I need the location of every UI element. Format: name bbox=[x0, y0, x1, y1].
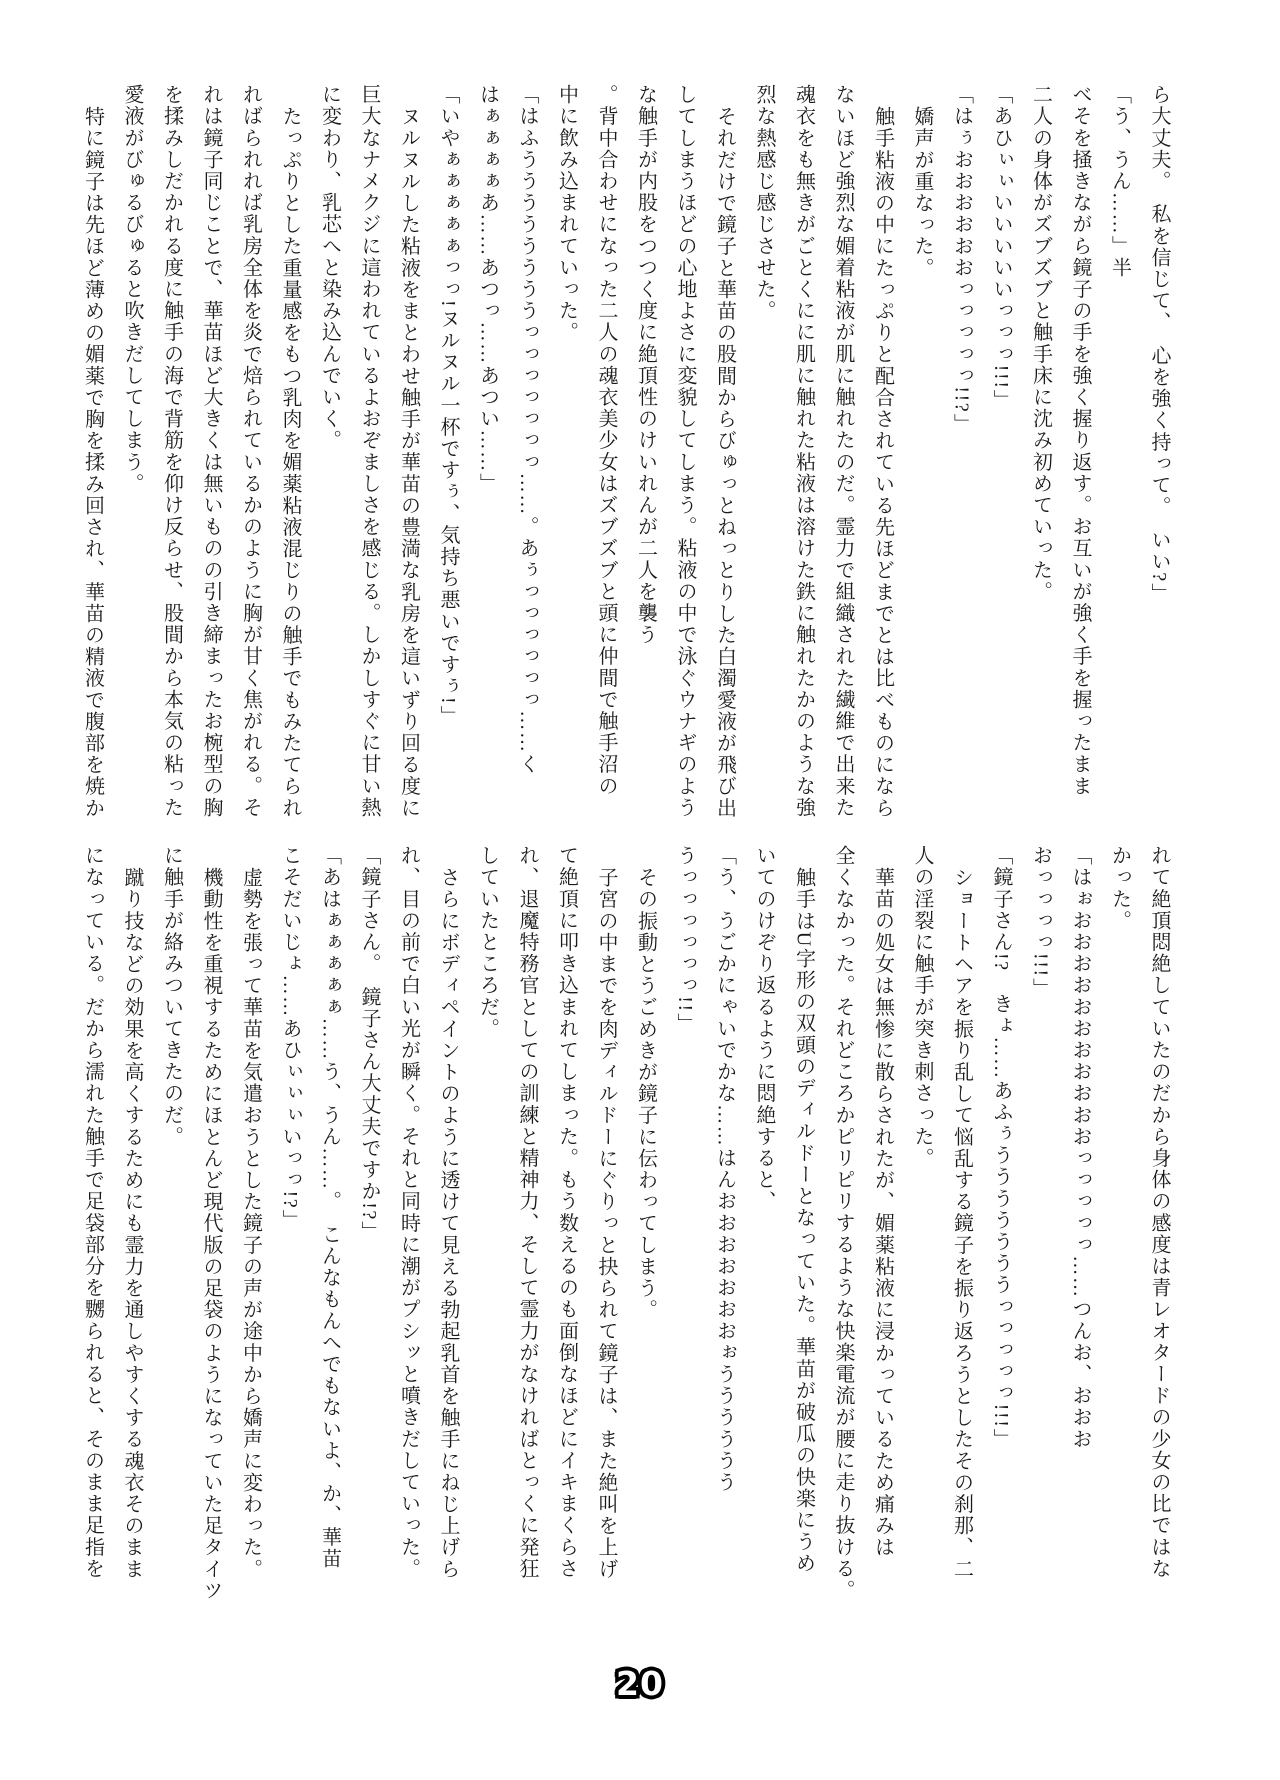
text-column: に触手が絡みついてきたのだ。 bbox=[160, 845, 183, 1148]
text-column: こそだいじょ……あひぃぃぃいっっ!?」 bbox=[279, 845, 301, 1231]
text-column: その振動とうごめきが鏡子に伝わってしまう。 bbox=[634, 866, 657, 1321]
text-column: ショートヘアを振り乱して悩乱する鏡子を振り返ろうとしたその刹那、二 bbox=[950, 866, 973, 1580]
text-column: 特に鏡子は先ほど薄めの媚薬で胸を揉み回され、華苗の精液で腹部を焼か bbox=[81, 105, 104, 819]
text-column: 二人の身体がズブズブと触手床に沈み初めていった。 bbox=[1029, 84, 1052, 603]
text-column: 「あはぁぁぁぁぁ……う、うん……。 こんなもんへでもないよ、か、華苗 bbox=[318, 845, 341, 1570]
text-column: 触手はU字形の双頭のディルドーとなっていた。華苗が破瓜の快楽にうめ bbox=[792, 866, 815, 1574]
text-column: おっっっっ!!!」 bbox=[1029, 845, 1052, 1000]
text-column: ヌルヌルした粘液をまとわせ触手が華苗の豊満な乳房を這いずり回る度に bbox=[397, 105, 420, 819]
text-column: 子宮の中までを肉ディルドーにぐりっと抉られて鏡子は、また絶叫を上げ bbox=[595, 866, 617, 1580]
text-column: になっている。だから濡れた触手で足袋部分を嬲られると、そのまま足指を bbox=[81, 845, 104, 1580]
text-column: べそを掻きながら鏡子の手を強く握り返す。お互いが強く手を握ったまま bbox=[1069, 84, 1091, 797]
text-column: 「う、うん……」半 bbox=[1108, 84, 1131, 279]
text-column: 烈な熱感じ感じさせた。 bbox=[753, 84, 775, 322]
text-column: いてのけぞり返るように悶絶すると、 bbox=[753, 845, 775, 1213]
text-column: を揉みしだかれる度に触手の海で背筋を仰け反らせ、股間から本気の粘った bbox=[160, 84, 183, 819]
text-column: 華苗の処女は無惨に散らされたが、媚薬粘液に浸かっているため痛みは bbox=[871, 866, 894, 1558]
text-column: れて絶頂悶絶していたのだから身体の感度は青レオタードの少女の比ではな bbox=[1148, 845, 1170, 1580]
text-column: 虚勢を張って華苗を気遣おうとした鏡子の声が途中から嬌声に変わった。 bbox=[239, 866, 262, 1580]
text-column: れ、目の前で白い光が瞬く。それと同時に潮がプシッと噴きだしていった。 bbox=[397, 845, 420, 1580]
text-column: れ、退魔特務官としての訓練と精神力、そして霊力がなければとっくに発狂 bbox=[516, 845, 538, 1580]
text-column: 「鏡子さん。 鏡子さん大丈夫ですか!?」 bbox=[358, 845, 380, 1243]
text-column: 「鏡子さん!? きょ……あふぅうううううううっっっっっ!!!」 bbox=[990, 845, 1012, 1451]
text-column: 「はぉおおおおおおおおおおおっっっっっ……つんお、おおお bbox=[1069, 845, 1091, 1450]
page-number: 20 bbox=[616, 1664, 664, 1703]
text-column: 魂衣をも無きがごとくにに肌に触れた粘液は溶けた鉄に触れたかのような強 bbox=[792, 84, 815, 819]
text-column: 「はふううううううううっっっっっっっ……。あぅっっっっっっ……く bbox=[516, 84, 538, 776]
text-column: 「あひぃぃいいいいいっっっ!!!」 bbox=[990, 84, 1012, 412]
bottom-text-block bbox=[72, 845, 1178, 1627]
text-column: に変わり、乳芯へと染み込んでいく。 bbox=[318, 84, 341, 452]
text-column: 中に飲み込まれていった。 bbox=[555, 84, 578, 344]
text-column: な触手が内股をつつく度に絶頂性のけいれんが二人を襲う bbox=[634, 84, 657, 646]
text-column: 愛液がびゅるびゅると吹きだしてしまう。 bbox=[121, 84, 143, 495]
text-column: れは鏡子同じことで、華苗ほど大きくは無いものの引き締まったお椀型の胸 bbox=[200, 84, 222, 819]
text-column: していたところだ。 bbox=[476, 845, 499, 1040]
text-column: 蹴り技などの効果を高くするためにも霊力を通しやすくする魂衣そのまま bbox=[121, 866, 143, 1580]
text-column: ないほど強烈な媚着粘液が肌に触れたのだ。霊力で組織された繊維で出来た bbox=[832, 84, 854, 819]
text-column: 触手粘液の中にたっぷりと配合されている先ほどまでとは比べものになら bbox=[871, 105, 894, 819]
text-column: かった。 bbox=[1108, 845, 1131, 932]
text-column: してしまうほどの心地よさに変貌してしまう。粘液の中で泳ぐウナギのよう bbox=[674, 84, 696, 819]
text-column: ればられれば乳房全体を炎で焙られているかのように胸が甘く焦がれる。そ bbox=[239, 84, 262, 819]
text-column: 嬌声が重なった。 bbox=[911, 105, 933, 279]
text-column: たっぷりとした重量感をもつ乳肉を媚薬粘液混じりの触手でもみたてられ bbox=[279, 105, 301, 819]
text-column: うっっっっっっ!!」 bbox=[674, 845, 696, 1035]
text-column: それだけで鏡子と華苗の股間からびゅっとねっとりした白濁愛液が飛び出 bbox=[713, 105, 736, 819]
text-column: 「う、うごかにゃいでかな……はんおおおおおおおぉうううううう bbox=[713, 845, 736, 1493]
text-column: ら大丈夫。 私を信じて、 心を強く持って。 いい?」 bbox=[1148, 84, 1170, 605]
text-column: さらにボディペイントのように透けて見える勃起乳首を触手にねじ上げら bbox=[437, 866, 459, 1580]
text-column: 。背中合わせになった二人の魂衣美少女はズブズブと頭に仲間で触手沼の bbox=[595, 84, 617, 797]
text-column: 「いやぁぁぁぁぁっっ!ヌルヌル一杯ですぅ、気持ち悪いですぅ!」 bbox=[437, 84, 459, 727]
text-column: て絶頂に叩き込まれてしまった。もう数えるのも面倒なほどにイキまくらさ bbox=[555, 845, 578, 1580]
text-column: 機動性を重視するためにほとんど現代版の足袋のようになっていた足タイツ bbox=[200, 866, 222, 1601]
top-text-block bbox=[72, 84, 1178, 836]
text-column: 全くなかった。それどころかピリピリするような快楽電流が腰に走り抜ける。 bbox=[832, 845, 854, 1601]
text-column: はぁぁぁぁあ……あつっ……あつい……」 bbox=[476, 84, 499, 495]
text-column: 巨大なナメクジに這われているよおぞましさを感じる。しかしすぐに甘い熱 bbox=[358, 84, 380, 819]
text-column: 人の淫裂に触手が突き刺さった。 bbox=[911, 845, 933, 1169]
text-column: 「はぅおおおおおおっっっっっ!!?」 bbox=[950, 84, 973, 435]
